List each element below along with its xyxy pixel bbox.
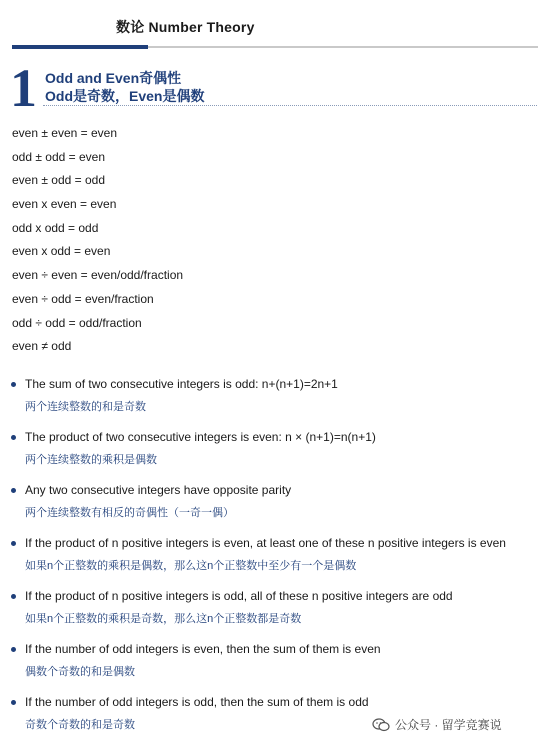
- fact-text-cn: 两个连续整数的乘积是偶数: [25, 454, 157, 466]
- watermark-text: 公众号 · 留学竞赛说: [395, 718, 502, 732]
- bullet-icon: [11, 594, 16, 599]
- watermark: [372, 716, 502, 733]
- parity-rule: odd ÷ odd = odd/fraction: [12, 315, 142, 330]
- fact-text-en: If the product of n positive integers is odd, all of these n positive integers are odd: [25, 589, 453, 603]
- header-divider-accent: [12, 45, 148, 49]
- fact-item: [10, 376, 550, 429]
- fact-text-en: If the number of odd integers is odd, then the sum of them is odd: [25, 695, 369, 709]
- parity-rule: even ≠ odd: [12, 339, 72, 354]
- fact-text-cn: 如果n个正整数的乘积是偶数，那么这n个正整数中至少有一个是偶数: [25, 560, 357, 572]
- bullet-icon: [11, 541, 16, 546]
- fact-item: [10, 588, 550, 641]
- section-title-cn: Odd是奇数，Even是偶数: [45, 88, 205, 104]
- bullet-icon: [11, 647, 16, 652]
- header-title: 数论 Number Theory: [116, 19, 255, 35]
- fact-text-en: If the number of odd integers is even, then the sum of them is even: [25, 642, 381, 656]
- parity-rule: even ± odd = odd: [12, 173, 105, 188]
- fact-text-cn: 如果n个正整数的乘积是奇数，那么这n个正整数都是奇数: [25, 613, 302, 625]
- fact-text-en: The product of two consecutive integers is even: n × (n+1)=n(n+1): [25, 430, 376, 444]
- fact-text-cn: 两个连续整数的和是奇数: [25, 401, 146, 413]
- fact-text-en: If the product of n positive integers is even, at least one of these n positive integers is even: [25, 536, 506, 550]
- fact-text-en: The sum of two consecutive integers is odd: n+(n+1)=2n+1: [25, 377, 338, 391]
- parity-rule: even x even = even: [12, 197, 117, 212]
- parity-rule: even ± even = even: [12, 126, 117, 140]
- fact-item: [10, 482, 550, 535]
- section-divider: [43, 105, 537, 106]
- fact-item: [10, 535, 550, 588]
- fact-text-cn: 两个连续整数有相反的奇偶性（一奇一偶）: [25, 507, 234, 519]
- bullet-icon: [11, 382, 16, 387]
- parity-rule: odd x odd = odd: [12, 220, 99, 235]
- parity-rule: even x odd = even: [12, 244, 111, 259]
- fact-text-cn: 偶数个奇数的和是偶数: [25, 666, 135, 678]
- parity-rules-list: [12, 125, 183, 362]
- bullet-icon: [11, 435, 16, 440]
- wechat-icon: [372, 718, 390, 732]
- section-number: 1: [10, 58, 37, 118]
- bullet-icon: [11, 488, 16, 493]
- parity-facts-list: [10, 376, 550, 747]
- fact-text-en: Any two consecutive integers have opposite parity: [25, 483, 292, 497]
- fact-item: [10, 641, 550, 694]
- fact-text-cn: 奇数个奇数的和是奇数: [25, 719, 135, 731]
- section-title-en: Odd and Even奇偶性: [45, 70, 182, 86]
- parity-rule: even ÷ odd = even/fraction: [12, 291, 154, 306]
- parity-rule: even ÷ even = even/odd/fraction: [12, 268, 184, 283]
- bullet-icon: [11, 700, 16, 705]
- fact-item: [10, 429, 550, 482]
- parity-rule: odd ± odd = even: [12, 149, 105, 164]
